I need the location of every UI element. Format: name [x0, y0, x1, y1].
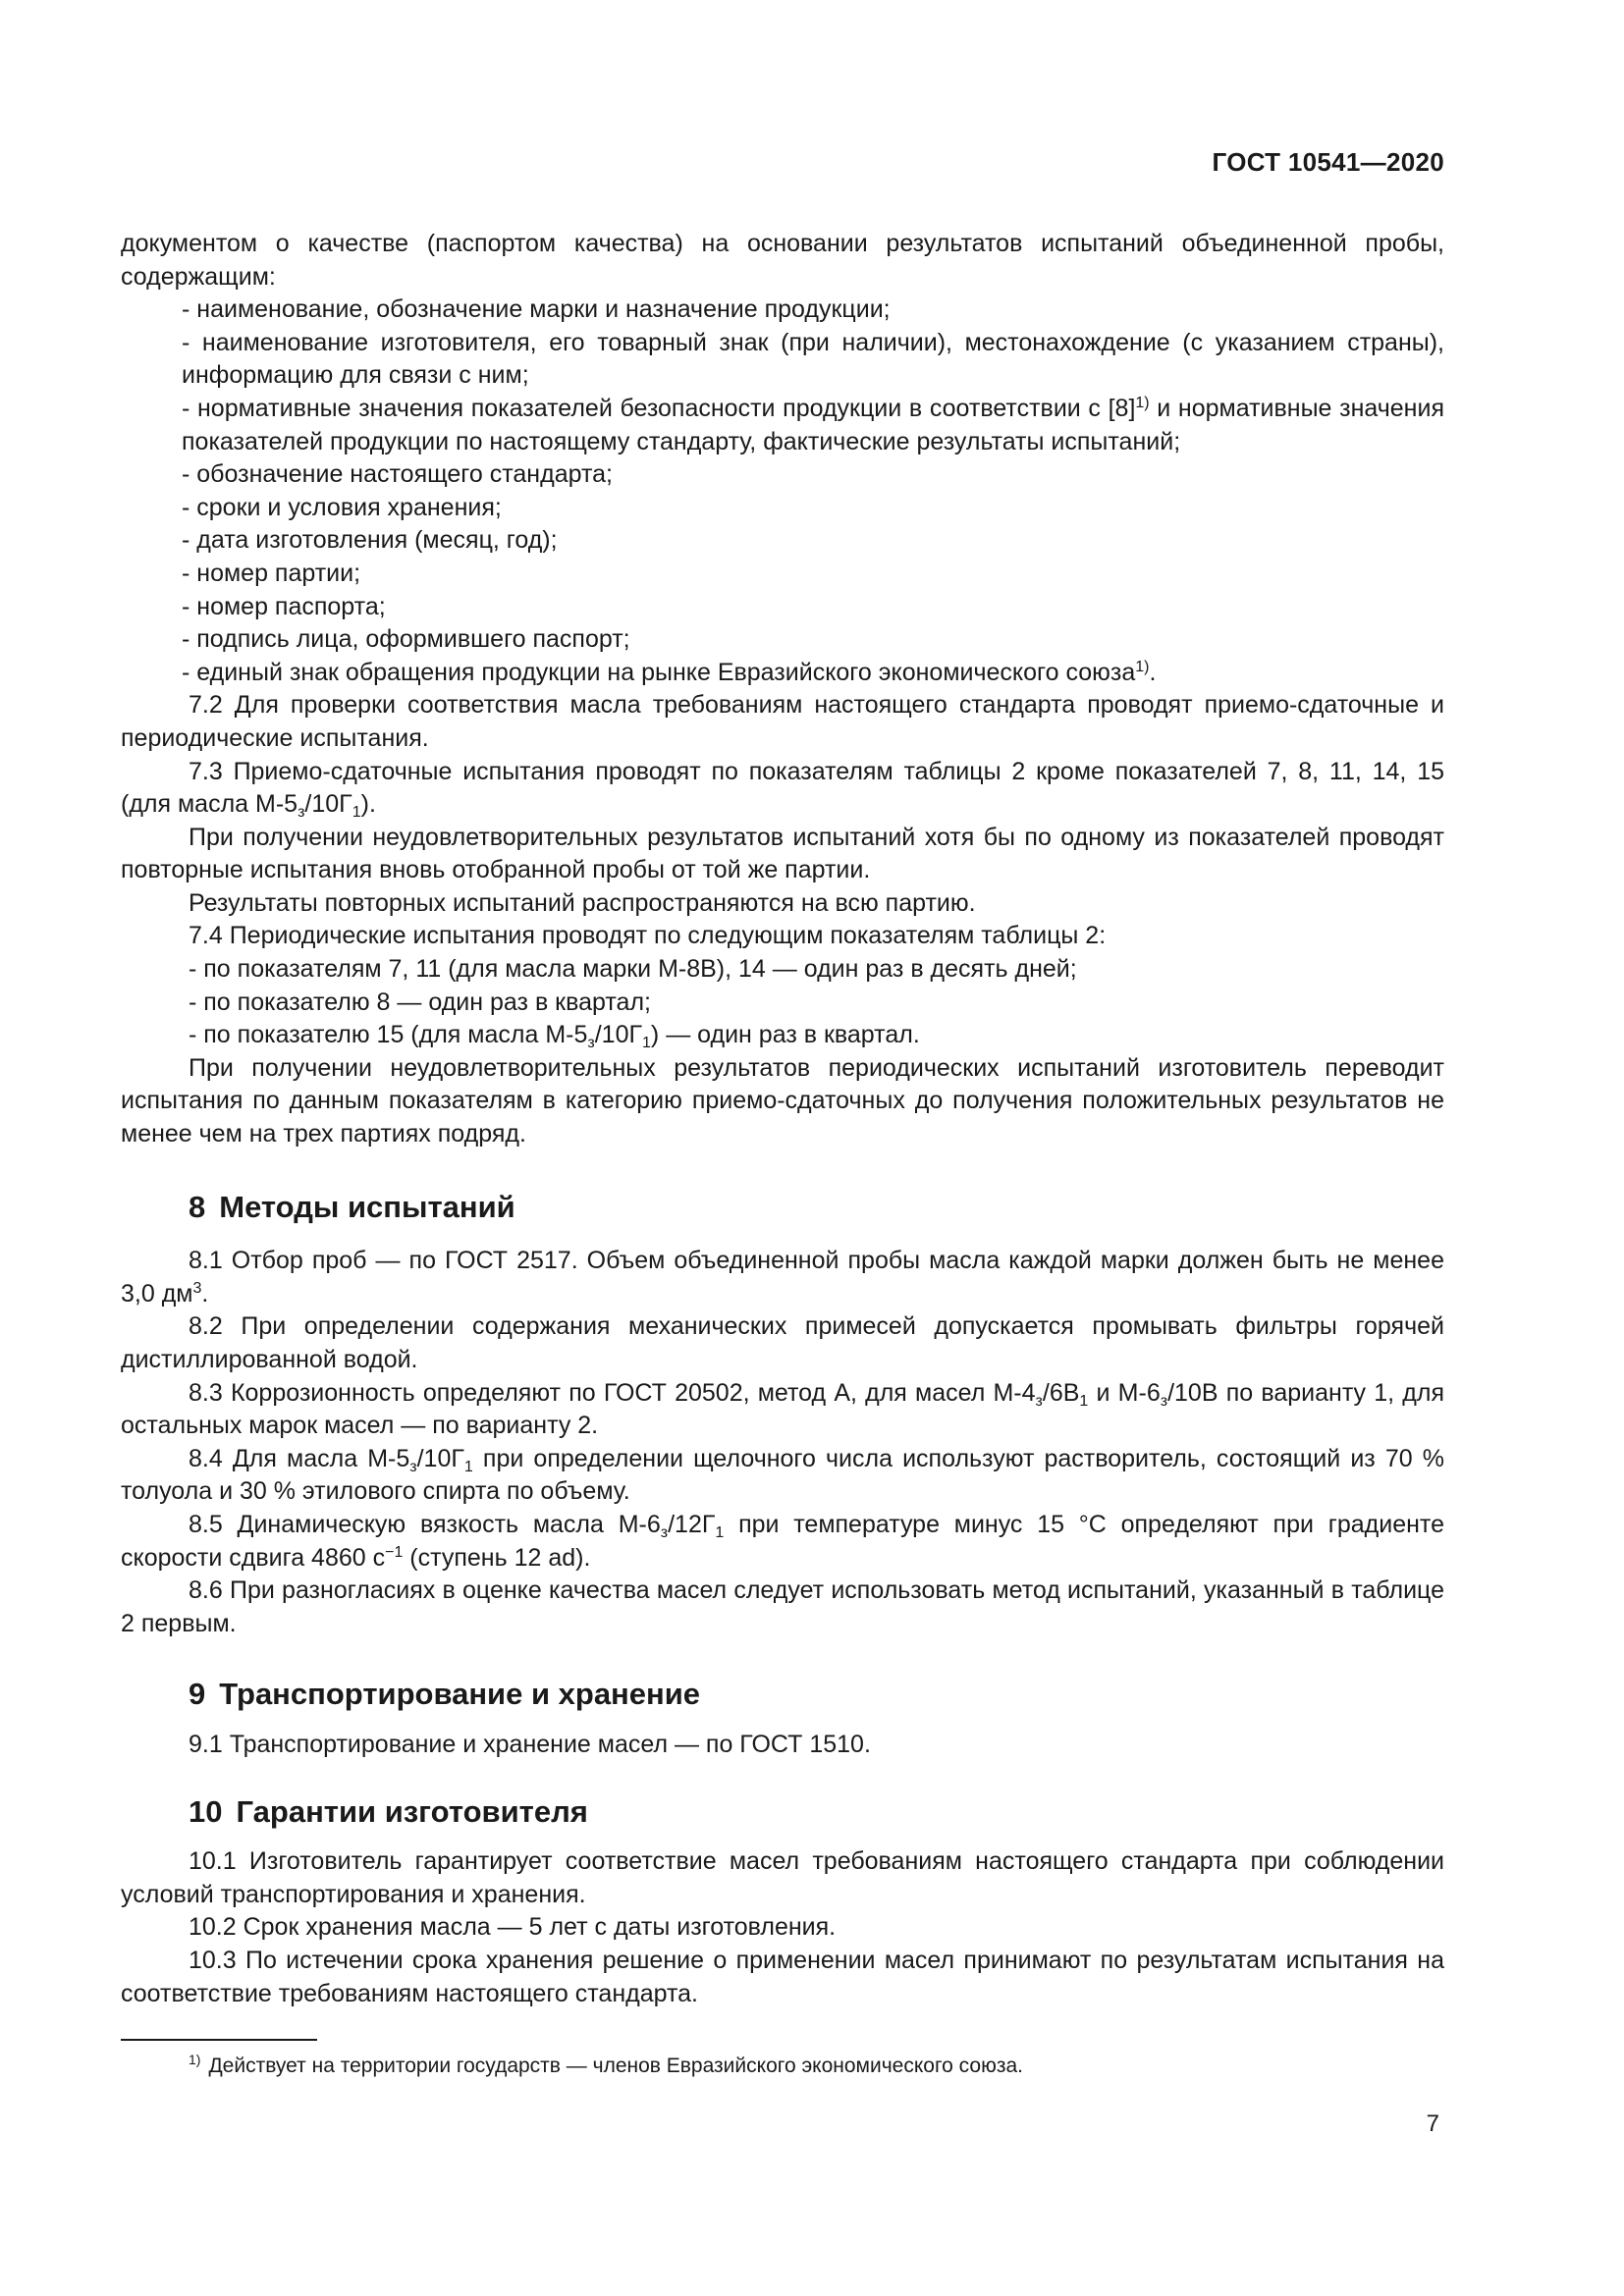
clause-10-2: 10.2 Срок хранения масла — 5 лет с даты изготовления.	[189, 1913, 837, 1942]
subscript: 1	[463, 1458, 473, 1475]
list-item-signature: - подпись лица, оформившего паспорт;	[182, 625, 630, 654]
list-item-standard: - обозначение настоящего стандарта;	[182, 460, 613, 489]
clause-8-1: 8.1 Отбор проб — по ГОСТ 2517. Объем объединенной пробы масла каждой марки должен быть не менее 3,0 $дм^3$.	[121, 1247, 1444, 1308]
clause-7-4-item-2: - по показателю 8 — один раз в квартал;	[189, 988, 651, 1016]
list-item-date: - дата изготовления (месяц, год);	[182, 526, 558, 555]
clause-7-4-item-3-b: /10Г	[594, 1021, 643, 1049]
section-title: Транспортирование и хранение	[219, 1677, 701, 1712]
list-item-sign: - единый знак обращения продукции на рынке Евразийского экономического союза$^{1)}$.	[182, 658, 1157, 686]
superscript: 3	[192, 1279, 202, 1297]
subscript: з	[587, 1035, 595, 1052]
footnote-ref: 1)	[1135, 394, 1150, 411]
clause-8-3-a: 8.3 Коррозионность определяют по ГОСТ 20502, метод А, для масел М-4	[189, 1378, 1036, 1407]
clause-7-3-text-b: /10Г	[304, 790, 352, 819]
clause-8-3	[121, 1377, 1444, 1443]
list-item-norms-text-a: - нормативные значения показателей безопасности продукции в соответствии с [8]	[182, 394, 1136, 422]
clause-7-3-retest: При получении неудовлетворительных результатов испытаний хотя бы по одному из показателей проводят повторные испытания вновь отобранной пробы от той же партии.	[121, 823, 1444, 884]
clause-8-4-c: при определении щелочного числа используют растворитель, состоящий из 70 % толуола и 30 % этилового спирта по объему.	[121, 1444, 1444, 1506]
clause-8-3-d: /10В по варианту 1, для остальных марок масел — по варианту 2.	[121, 1378, 1444, 1440]
list-item-manufacturer: - наименование изготовителя, его товарный знак (при наличии), местонахождение (с указанием страны), информацию для связи с ним;	[182, 328, 1444, 390]
clause-8-3-b: /6В	[1042, 1378, 1080, 1407]
footnote	[189, 2052, 1023, 2081]
clause-7-3-scope: Результаты повторных испытаний распространяются на всю партию.	[189, 888, 976, 917]
clause-8-2: 8.2 При определении содержания механических примесей допускается промывать фильтры горячей дистиллированной водой.	[121, 1312, 1444, 1373]
clause-8-6: 8.6 При разногласиях в оценке качества масел следует использовать метод испытаний, указанный в таблице 2 первым.	[121, 1576, 1444, 1637]
clause-7-4-item-3-c: ) — один раз в квартал.	[650, 1021, 920, 1049]
subscript: 1	[642, 1035, 651, 1052]
clause-8-4-b: /10Г	[416, 1444, 464, 1472]
document-designation: ГОСТ 10541—2020	[1212, 147, 1444, 177]
clause-7-4-item-1: - по показателям 7, 11 (для масла марки М-8В), 14 — один раз в десять дней;	[189, 955, 1077, 984]
list-item-storage: - сроки и условия хранения;	[182, 493, 502, 521]
list-item-batch: - номер партии;	[182, 559, 361, 587]
subscript: 1	[1079, 1392, 1089, 1410]
subscript: з	[409, 1458, 417, 1475]
list-item-passport: - номер паспорта;	[182, 592, 386, 620]
section-8-heading	[121, 1191, 1444, 1224]
list-item-name: - наименование, обозначение марки и назначение продукции;	[182, 295, 891, 324]
clause-7-4-failure: При получении неудовлетворительных результатов периодических испытаний изготовитель переводит испытания по данным показателям в категорию приемо-сдаточных до получения положительных результатов не менее чем на трех партиях подряд.	[121, 1053, 1444, 1148]
clause-7-2: 7.2 Для проверки соответствия масла требованиям настоящего стандарта проводят приемо-сдаточные и периодические испытания.	[121, 691, 1444, 752]
clause-8-5-c: при температуре минус 15 °С определяют при градиенте скорости сдвига 4860 с	[121, 1510, 1444, 1572]
subscript: з	[660, 1523, 669, 1541]
section-9-heading	[121, 1678, 1444, 1711]
clause-10-3: 10.3 По истечении срока хранения решение о применении масел принимают по результатам испытания на соответствие требованиям настоящего стандарта.	[121, 1946, 1444, 2007]
section-title: Методы испытаний	[219, 1189, 515, 1224]
footnote-divider	[121, 2039, 317, 2041]
section-number: 10	[189, 1793, 223, 1829]
clause-10-1: 10.1 Изготовитель гарантирует соответствие масел требованиям настоящего стандарта при соблюдении условий транспортирования и хранения.	[121, 1847, 1444, 1908]
section-10-heading	[121, 1795, 1444, 1829]
list-item-norms	[121, 393, 1444, 458]
list-item-sign-text: - единый знак обращения продукции на рынке Евразийского экономического союза	[182, 658, 1136, 686]
clause-8-5-d: (ступень 12 ad).	[403, 1543, 591, 1572]
clause-7-3	[121, 756, 1444, 822]
clause-8-3-c: и М-6	[1088, 1378, 1161, 1407]
clause-7-3-text-c: ).	[360, 790, 376, 819]
clause-8-5-b: /12Г	[668, 1510, 716, 1538]
superscript: −1	[385, 1543, 404, 1561]
list-item-norms-text-b: и нормативные значения показателей продукции по настоящему стандарту, фактические результаты испытаний;	[182, 394, 1444, 455]
clause-8-5-a: 8.5 Динамическую вязкость масла М-6	[189, 1510, 661, 1538]
subscript: 1	[715, 1523, 725, 1541]
section-title: Гарантии изготовителя	[236, 1793, 588, 1829]
subscript: 1	[352, 804, 361, 822]
document-body	[121, 228, 1444, 2010]
clause-8-4	[121, 1443, 1444, 1509]
section-number: 8	[189, 1189, 206, 1224]
intro-paragraph: документом о качестве (паспортом качества) на основании результатов испытаний объединенной пробы, содержащим:	[121, 230, 1444, 291]
page-number: 7	[1426, 2110, 1439, 2137]
clause-7-4-item-3	[121, 1019, 1444, 1052]
section-number: 9	[189, 1677, 206, 1712]
clause-8-5	[121, 1509, 1444, 1575]
footnote-mark: 1)	[189, 2052, 201, 2067]
clause-8-1-text: 8.1 Отбор проб — по ГОСТ 2517. Объем объединенной пробы масла каждой марки должен быть не менее 3,0 дм	[121, 1247, 1444, 1308]
subscript: з	[1035, 1392, 1043, 1410]
subscript: з	[298, 804, 305, 822]
footnote-ref: 1)	[1135, 658, 1150, 675]
footnote-text: Действует на территории государств — членов Евразийского экономического союза.	[208, 2055, 1023, 2077]
clause-8-4-a: 8.4 Для масла М-5	[189, 1444, 410, 1472]
clause-7-3-text-a: 7.3 Приемо-сдаточные испытания проводят по показателям таблицы 2 кроме показателей 7, 8, 11, 14, 15 (для масла М-5	[121, 757, 1444, 819]
clause-7-4: 7.4 Периодические испытания проводят по следующим показателям таблицы 2:	[189, 922, 1107, 950]
clause-7-4-item-3-a: - по показателю 15 (для масла М-5	[189, 1021, 588, 1049]
subscript: з	[1160, 1392, 1168, 1410]
clause-9-1: 9.1 Транспортирование и хранение масел — по ГОСТ 1510.	[189, 1730, 871, 1758]
